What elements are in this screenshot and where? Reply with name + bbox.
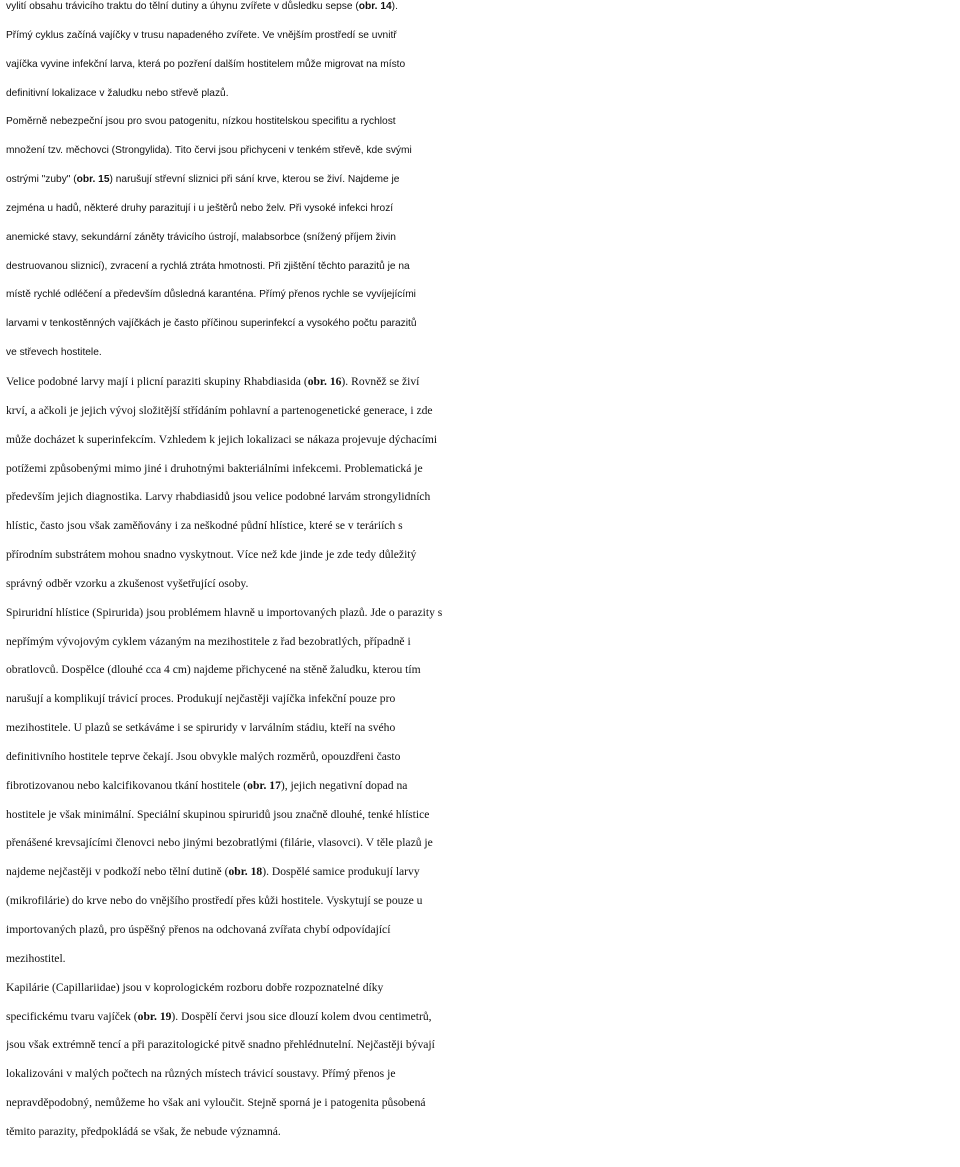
text-line [6,51,960,80]
text-line [6,1060,960,1089]
text-line [6,426,960,455]
figure-reference: 16 [329,374,342,388]
text-line [6,570,960,599]
text-segment: ostrými "zuby" ( [6,174,77,186]
text-segment: přenášené krevsajícími členovci nebo jinými bezobratlými (filárie, vlasovci). V těle plazů je [6,836,433,850]
text-line [6,945,960,974]
text-line [6,974,960,1003]
text-line [6,195,960,224]
text-segment: mezihostitele. U plazů se setkáváme i se spiruridy v larválním stádiu, kteří na svého [6,721,396,735]
text-line [6,916,960,945]
text-segment: Kapilárie (Capillariidae) jsou v koprologickém rozboru dobře rozpoznatelné díky [6,980,384,994]
text-segment: zejména u hadů, některé druhy parazitují i u ještěrů nebo želv. Při vysoké infekci hrozí [6,202,394,214]
text-line [6,887,960,916]
text-line [6,801,960,830]
text-segment: vajíčka vyvine infekční larva, která po pozření dalším hostitelem může migrovat na místo [6,58,406,70]
text-segment: lokalizováni v malých počtech na různých místech trávicí soustavy. Přímý přenos je [6,1067,396,1081]
text-line [6,599,960,628]
text-segment: Velice podobné larvy mají i plicní paraziti skupiny Rhabdiasida ( [6,374,308,388]
text-line [6,714,960,743]
text-line [6,858,960,887]
text-segment: ). Dospělé samice produkují larvy [262,865,420,879]
text-line [6,22,960,51]
document-page [6,0,960,1167]
text-line [6,1118,960,1147]
text-line [6,368,960,397]
text-segment: správný odběr vzorku a zkušenost vyšetřující osoby. [6,576,249,590]
text-line [6,512,960,541]
text-line [6,685,960,714]
text-segment: larvami v tenkostěnných vajíčkách je často příčinou superinfekcí a vysokého počtu parazitů [6,318,417,330]
text-line [6,541,960,570]
text-line [6,137,960,166]
text-line [6,628,960,657]
text-segment: jsou však extrémně tencí a při parazitologické pitvě snadno přehlédnutelní. Nejčastěji bývají [6,1038,435,1052]
text-line [6,339,960,368]
text-line [6,397,960,426]
text-segment: Přímý cyklus začíná vajíčky v trusu napadeného zvířete. Ve vnějším prostředí se uvnitř [6,29,397,41]
figure-reference: obr. [307,374,327,388]
text-segment: ve střevech hostitele. [6,347,102,359]
text-segment: těmito parazity, předpokládá se však, že nebude významná. [6,1124,281,1138]
figure-reference: 18 [250,865,263,879]
text-line [6,455,960,484]
text-segment: importovaných plazů, pro úspěšný přenos na odchovaná zvířata chybí odpovídající [6,923,391,936]
text-line [6,253,960,282]
text-line [6,656,960,685]
text-segment: ). [391,1,398,12]
text-segment: narušují a komplikují trávicí proces. Produkují nejčastěji vajíčka infekční pouze pro [6,692,396,706]
figure-reference: 19 [159,1009,172,1023]
text-line [6,310,960,339]
figure-reference: obr. [228,865,248,879]
text-line [6,1089,960,1118]
text-segment: Poměrně nebezpeční jsou pro svou patogenitu, nízkou hostitelskou specifitu a rychlost [6,116,396,128]
text-segment: ), jejich negativní dopad na [280,778,408,792]
text-segment: nepřímým vývojovým cyklem vázaným na mezihostitele z řad bezobratlých, případně i [6,634,411,648]
text-line [6,281,960,310]
text-segment: najdeme nejčastěji v podkoží nebo tělní dutině ( [6,865,229,879]
text-segment: přírodním substrátem mohou snadno vyskytnout. Více než kde jinde je zde tedy důležitý [6,548,417,562]
text-segment: především jejich diagnostika. Larvy rhabdiasidů jsou velice podobné larvám strongylidních [6,490,431,504]
text-segment: místě rychlé odléčení a především důsledná karanténa. Přímý přenos rychle se vyvíjejícími [6,289,416,301]
text-segment: množení tzv. měchovci (Strongylida). Tito červi jsou přichyceni v tenkém střevě, kde svými [6,145,412,157]
text-line [6,80,960,109]
text-segment: vylití obsahu trávicího traktu do tělní dutiny a úhynu zvířete v důsledku sepse ( [6,1,359,12]
text-line [6,1031,960,1060]
text-line [6,108,960,137]
text-line [6,0,960,22]
text-segment: obratlovců. Dospělce (dlouhé cca 4 cm) najdeme přichycené na stěně žaludku, kterou tím [6,663,421,677]
text-segment: ) narušují střevní sliznici při sání krve, kterou se živí. Najdeme je [109,174,400,186]
text-segment: krví, a ačkoli je jejich vývoj složitější střídáním pohlavní a partenogenetické generace, i zde [6,403,433,417]
text-segment: nepravděpodobný, nemůžeme ho však ani vyloučit. Stejně sporná je i patogenita působená [6,1096,426,1110]
text-line [6,483,960,512]
text-segment: definitivního hostitele teprve čekají. Jsou obvykle malých rozměrů, opouzdřeni často [6,749,401,763]
text-segment: může docházet k superinfekcím. Vzhledem k jejich lokalizaci se nákaza projevuje dýchacími [6,432,438,446]
figure-reference: obr. [358,1,378,12]
text-segment: ). Dospělí červi jsou sice dlouzí kolem dvou centimetrů, [171,1009,432,1023]
text-segment: ). Rovněž se živí [341,374,420,388]
text-line [6,829,960,858]
text-segment: anemické stavy, sekundární záněty trávicího ústrojí, malabsorbce (snížený příjem živin [6,231,396,243]
text-line [6,1003,960,1032]
text-segment: (mikrofilárie) do krve nebo do vnějšího prostředí přes kůži hostitele. Vyskytují se pouze u [6,894,423,908]
text-line [6,743,960,772]
text-line [6,224,960,253]
text-segment: destruovanou sliznicí), zvracení a rychlá ztráta hmotnosti. Při zjištění těchto parazitů je na [6,260,410,272]
text-line [6,772,960,801]
text-segment: Spiruridní hlístice (Spirurida) jsou problémem hlavně u importovaných plazů. Jde o parazity s [6,605,443,619]
text-segment: definitivní lokalizace v žaludku nebo střevě plazů. [6,87,229,99]
text-segment: hlístic, často jsou však zaměňovány i za neškodné půdní hlístice, které se v teráriích s [6,519,403,533]
figure-reference: obr. [247,778,267,792]
text-segment: specifickému tvaru vajíček ( [6,1009,138,1023]
figure-reference: 17 [269,778,281,792]
figure-reference: 15 [98,174,110,186]
text-segment: hostitele je však minimální. Speciální skupinou spiruridů jsou značně dlouhé, tenké hlístice [6,807,430,821]
figure-reference: obr. [76,174,96,186]
figure-reference: 14 [380,1,392,12]
text-segment: fibrotizovanou nebo kalcifikovanou tkání hostitele ( [6,778,248,792]
text-segment: potížemi způsobenými mimo jiné i druhotnými bakteriálními infekcemi. Problematická je [6,461,423,475]
text-segment: mezihostitel. [6,951,66,965]
text-line [6,166,960,195]
figure-reference: obr. [137,1009,157,1023]
